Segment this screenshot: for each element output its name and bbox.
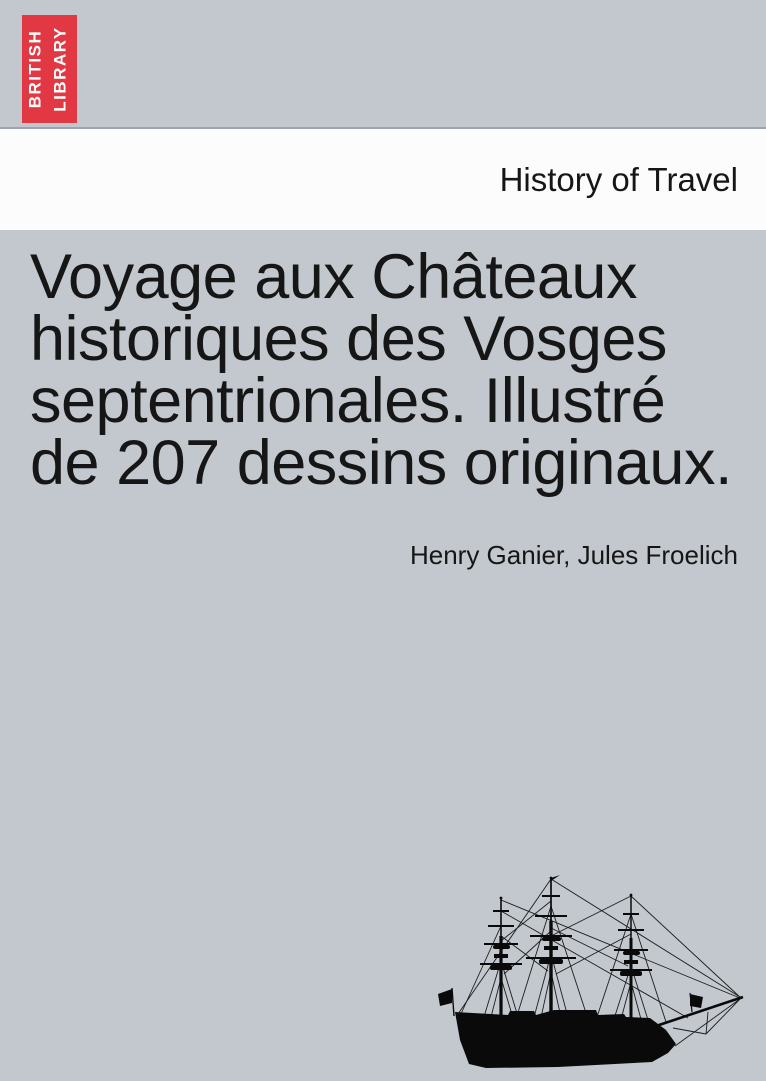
cover-body — [0, 230, 766, 998]
title-line-2: historiques des Vosges — [30, 304, 667, 374]
logo-word-library: LIBRARY — [50, 26, 69, 112]
authors: Henry Ganier, Jules Froelich — [409, 540, 738, 570]
ship-silhouette-illustration — [438, 866, 748, 1081]
book-title — [0, 230, 766, 498]
british-library-logo — [22, 15, 77, 123]
title-line-1: Voyage aux Châteaux — [30, 242, 637, 312]
logo-word-british: BRITISH — [25, 29, 44, 109]
series-title: History of Travel — [499, 160, 738, 198]
british-library-logo-text — [22, 15, 77, 123]
title-line-4: de 207 dessins originaux. — [30, 428, 732, 498]
header-strip — [0, 0, 766, 129]
series-band — [0, 129, 766, 230]
title-line-3: septentrionales. Illustré — [30, 366, 666, 436]
